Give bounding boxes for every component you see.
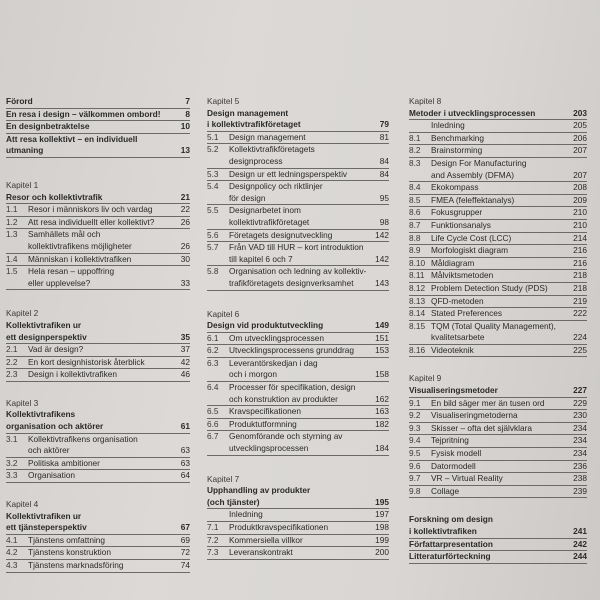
chapter-label: Kapitel 9 xyxy=(409,373,442,384)
toc-entry[interactable]: 3.1 Kollektivtrafikens organisation och aktörer 63 xyxy=(6,434,190,458)
chapter-label: Kapitel 5 xyxy=(207,96,240,106)
toc-entry[interactable]: 5.2 Kollektivtrafikföretagets designprocess 84 xyxy=(207,144,389,168)
chapter-title[interactable]: Resor och kollektivtrafik 21 xyxy=(6,192,190,205)
toc-entry[interactable]: 3.3 Organisation 64 xyxy=(6,470,190,483)
chapter-label: Kapitel 2 xyxy=(6,308,39,319)
toc-entry[interactable]: 5.5 Designarbetet inom kollektivtrafikföretaget 98 xyxy=(207,205,389,229)
toc-entry[interactable]: 1.4 Människan i kollektivtrafiken 30 xyxy=(6,254,190,267)
toc-entry[interactable]: 4.2 Tjänstens konstruktion 72 xyxy=(6,547,190,560)
toc-entry[interactable]: 7.1 Produktkravspecifikationen 198 xyxy=(207,522,389,535)
spacer xyxy=(409,498,587,514)
toc-entry[interactable]: 2.2 En kort designhistorisk återblick 42 xyxy=(6,357,190,370)
toc-entry[interactable]: 8.14 Stated Preferences 222 xyxy=(409,308,587,321)
toc-entry[interactable]: 1.2 Att resa individuellt eller kollektivt? 26 xyxy=(6,217,190,230)
toc-entry[interactable]: 6.5 Kravspecifikationen 163 xyxy=(207,406,389,419)
toc-entry[interactable]: 6.7 Genomförande och styrning av utvecklingsprocessen 184 xyxy=(207,431,389,455)
toc-entry[interactable]: 7.3 Leveranskontrakt 200 xyxy=(207,547,389,560)
toc-entry[interactable]: 6.6 Produktutformning 182 xyxy=(207,419,389,432)
toc-column-3 xyxy=(409,96,587,564)
toc-entry[interactable]: 8.16 Videoteknik 225 xyxy=(409,345,587,358)
toc-entry[interactable]: 8.6 Fokusgrupper 210 xyxy=(409,207,587,220)
toc-entry[interactable]: 9.1 En bild säger mer än tusen ord 229 xyxy=(409,398,587,411)
toc-entry[interactable]: 9.5 Fysisk modell 234 xyxy=(409,448,587,461)
toc-entry[interactable]: 8.8 Life Cycle Cost (LCC) 214 xyxy=(409,233,587,246)
toc-entry[interactable]: 7.2 Kommersiella villkor 199 xyxy=(207,535,389,548)
toc-entry[interactable]: Inledning 205 xyxy=(409,120,587,133)
toc-entry-forord[interactable]: Förord 7 xyxy=(6,96,190,109)
toc-entry[interactable]: 4.3 Tjänstens marknadsföring 74 xyxy=(6,560,190,573)
toc-entry[interactable]: 8.13 QFD-metoden 219 xyxy=(409,296,587,309)
chapter-title[interactable]: Kollektivtrafiken ur ett tjänsteperspektiv 67 xyxy=(6,511,190,535)
toc-entry[interactable]: 3.2 Politiska ambitioner 63 xyxy=(6,458,190,471)
toc-entry[interactable]: 8.3 Design For Manufacturing and Assembly (DFMA) 207 xyxy=(409,158,587,182)
toc-entry[interactable]: 9.4 Tejpritning 234 xyxy=(409,435,587,448)
toc-entry-att-resa-kollektivt[interactable]: Att resa kollektivt – en individuell utmaning 13 xyxy=(6,134,190,158)
toc-entry[interactable]: 6.4 Processer för specifikation, design och konstruktion av produkter 162 xyxy=(207,382,389,406)
toc-entry[interactable]: 8.15 TQM (Total Quality Management), kvalitetsarbete 224 xyxy=(409,321,587,345)
toc-entry[interactable]: 8.4 Ekokompass 208 xyxy=(409,182,587,195)
toc-entry[interactable]: 5.7 Från VAD till HUR – kort introduktion till kapitel 6 och 7 142 xyxy=(207,242,389,266)
toc-entry[interactable]: Inledning 197 xyxy=(207,509,389,522)
chapter-label: Kapitel 6 xyxy=(207,308,240,319)
chapter-title[interactable]: Kollektivtrafiken ur ett designperspektiv 35 xyxy=(6,320,190,344)
toc-entry[interactable]: 9.3 Skisser – ofta det självklara 234 xyxy=(409,423,587,436)
chapter-title[interactable]: Upphandling av produkter (och tjänster) 195 xyxy=(207,485,389,509)
chapter-title[interactable]: Design vid produktutveckling 149 xyxy=(207,320,389,333)
toc-entry[interactable]: 8.1 Benchmarking 206 xyxy=(409,133,587,146)
toc-entry[interactable]: 6.2 Utvecklingsprocessens grunddrag 153 xyxy=(207,345,389,358)
toc-entry-forfattarpresentation[interactable]: Författarpresentation 242 xyxy=(409,539,587,552)
toc-entry[interactable]: 5.6 Företagets designutveckling 142 xyxy=(207,230,389,243)
toc-entry[interactable]: 9.8 Collage 239 xyxy=(409,486,587,499)
toc-column-2 xyxy=(207,96,389,560)
toc-entry[interactable]: 5.8 Organisation och ledning av kollektiv- trafikföretagets designverksamhet 143 xyxy=(207,266,389,290)
toc-entry[interactable]: 9.7 VR – Virtual Reality 238 xyxy=(409,473,587,486)
toc-entry-litteraturforteckning[interactable]: Litteraturförteckning 244 xyxy=(409,551,587,564)
toc-entry[interactable]: 8.7 Funktionsanalys 210 xyxy=(409,220,587,233)
toc-entry[interactable]: 8.10 Måldiagram 216 xyxy=(409,258,587,271)
toc-entry[interactable]: 6.3 Leverantörskedjan i dag och i morgon 158 xyxy=(207,358,389,382)
toc-entry-en-resa-i-design[interactable]: En resa i design – välkommen ombord! 8 xyxy=(6,109,190,122)
toc-entry[interactable]: 8.5 FMEA (feleffektanalys) 209 xyxy=(409,195,587,208)
toc-entry[interactable]: 5.3 Design ur ett ledningsperspektiv 84 xyxy=(207,169,389,182)
toc-entry-designbetraktelse[interactable]: En designbetraktelse 10 xyxy=(6,121,190,134)
chapter-label: Kapitel 8 xyxy=(409,96,442,106)
toc-entry[interactable]: 1.5 Hela resan – uppoffring eller upplevelse? 33 xyxy=(6,266,190,290)
chapter-title[interactable]: Kollektivtrafikens organisation och aktörer 61 xyxy=(6,409,190,433)
chapter-label: Kapitel 1 xyxy=(6,179,39,190)
toc-entry[interactable]: 8.9 Morfologiskt diagram 216 xyxy=(409,245,587,258)
chapter-label: Kapitel 7 xyxy=(207,473,240,484)
toc-entry[interactable]: 1.1 Resor i människors liv och vardag 22 xyxy=(6,204,190,217)
chapter-title[interactable]: Visualiseringsmetoder 227 xyxy=(409,385,587,398)
toc-entry[interactable]: 5.4 Designpolicy och riktlinjer för design 95 xyxy=(207,181,389,205)
toc-entry[interactable]: 9.2 Visualiseringmetoderna 230 xyxy=(409,410,587,423)
toc-entry[interactable]: 8.12 Problem Detection Study (PDS) 218 xyxy=(409,283,587,296)
toc-entry[interactable]: 8.11 Målviktsmetoden 218 xyxy=(409,270,587,283)
chapter-title[interactable]: Design management i kollektivtrafikföretaget 79 xyxy=(207,108,389,132)
chapter-label: Kapitel 4 xyxy=(6,499,39,510)
toc-entry[interactable]: 4.1 Tjänstens omfattning 69 xyxy=(6,535,190,548)
toc-entry[interactable]: 5.1 Design management 81 xyxy=(207,132,389,145)
toc-entry[interactable]: 1.3 Samhällets mål och kollektivtrafikens möjligheter 26 xyxy=(6,229,190,253)
toc-entry-forskning[interactable]: Forskning om design i kollektivtrafiken 241 xyxy=(409,514,587,538)
toc-entry[interactable]: 2.1 Vad är design? 37 xyxy=(6,344,190,357)
chapter-title[interactable]: Metoder i utvecklingsprocessen 203 xyxy=(409,108,587,121)
toc-entry[interactable]: 2.3 Design i kollektivtrafiken 46 xyxy=(6,369,190,382)
chapter-label: Kapitel 3 xyxy=(6,397,39,408)
toc-entry[interactable]: 9.6 Datormodell 236 xyxy=(409,461,587,474)
toc-entry[interactable]: 6.1 Om utvecklingsprocessen 151 xyxy=(207,333,389,346)
toc-column-1 xyxy=(6,96,190,573)
toc-entry[interactable]: 8.2 Brainstorming 207 xyxy=(409,145,587,158)
